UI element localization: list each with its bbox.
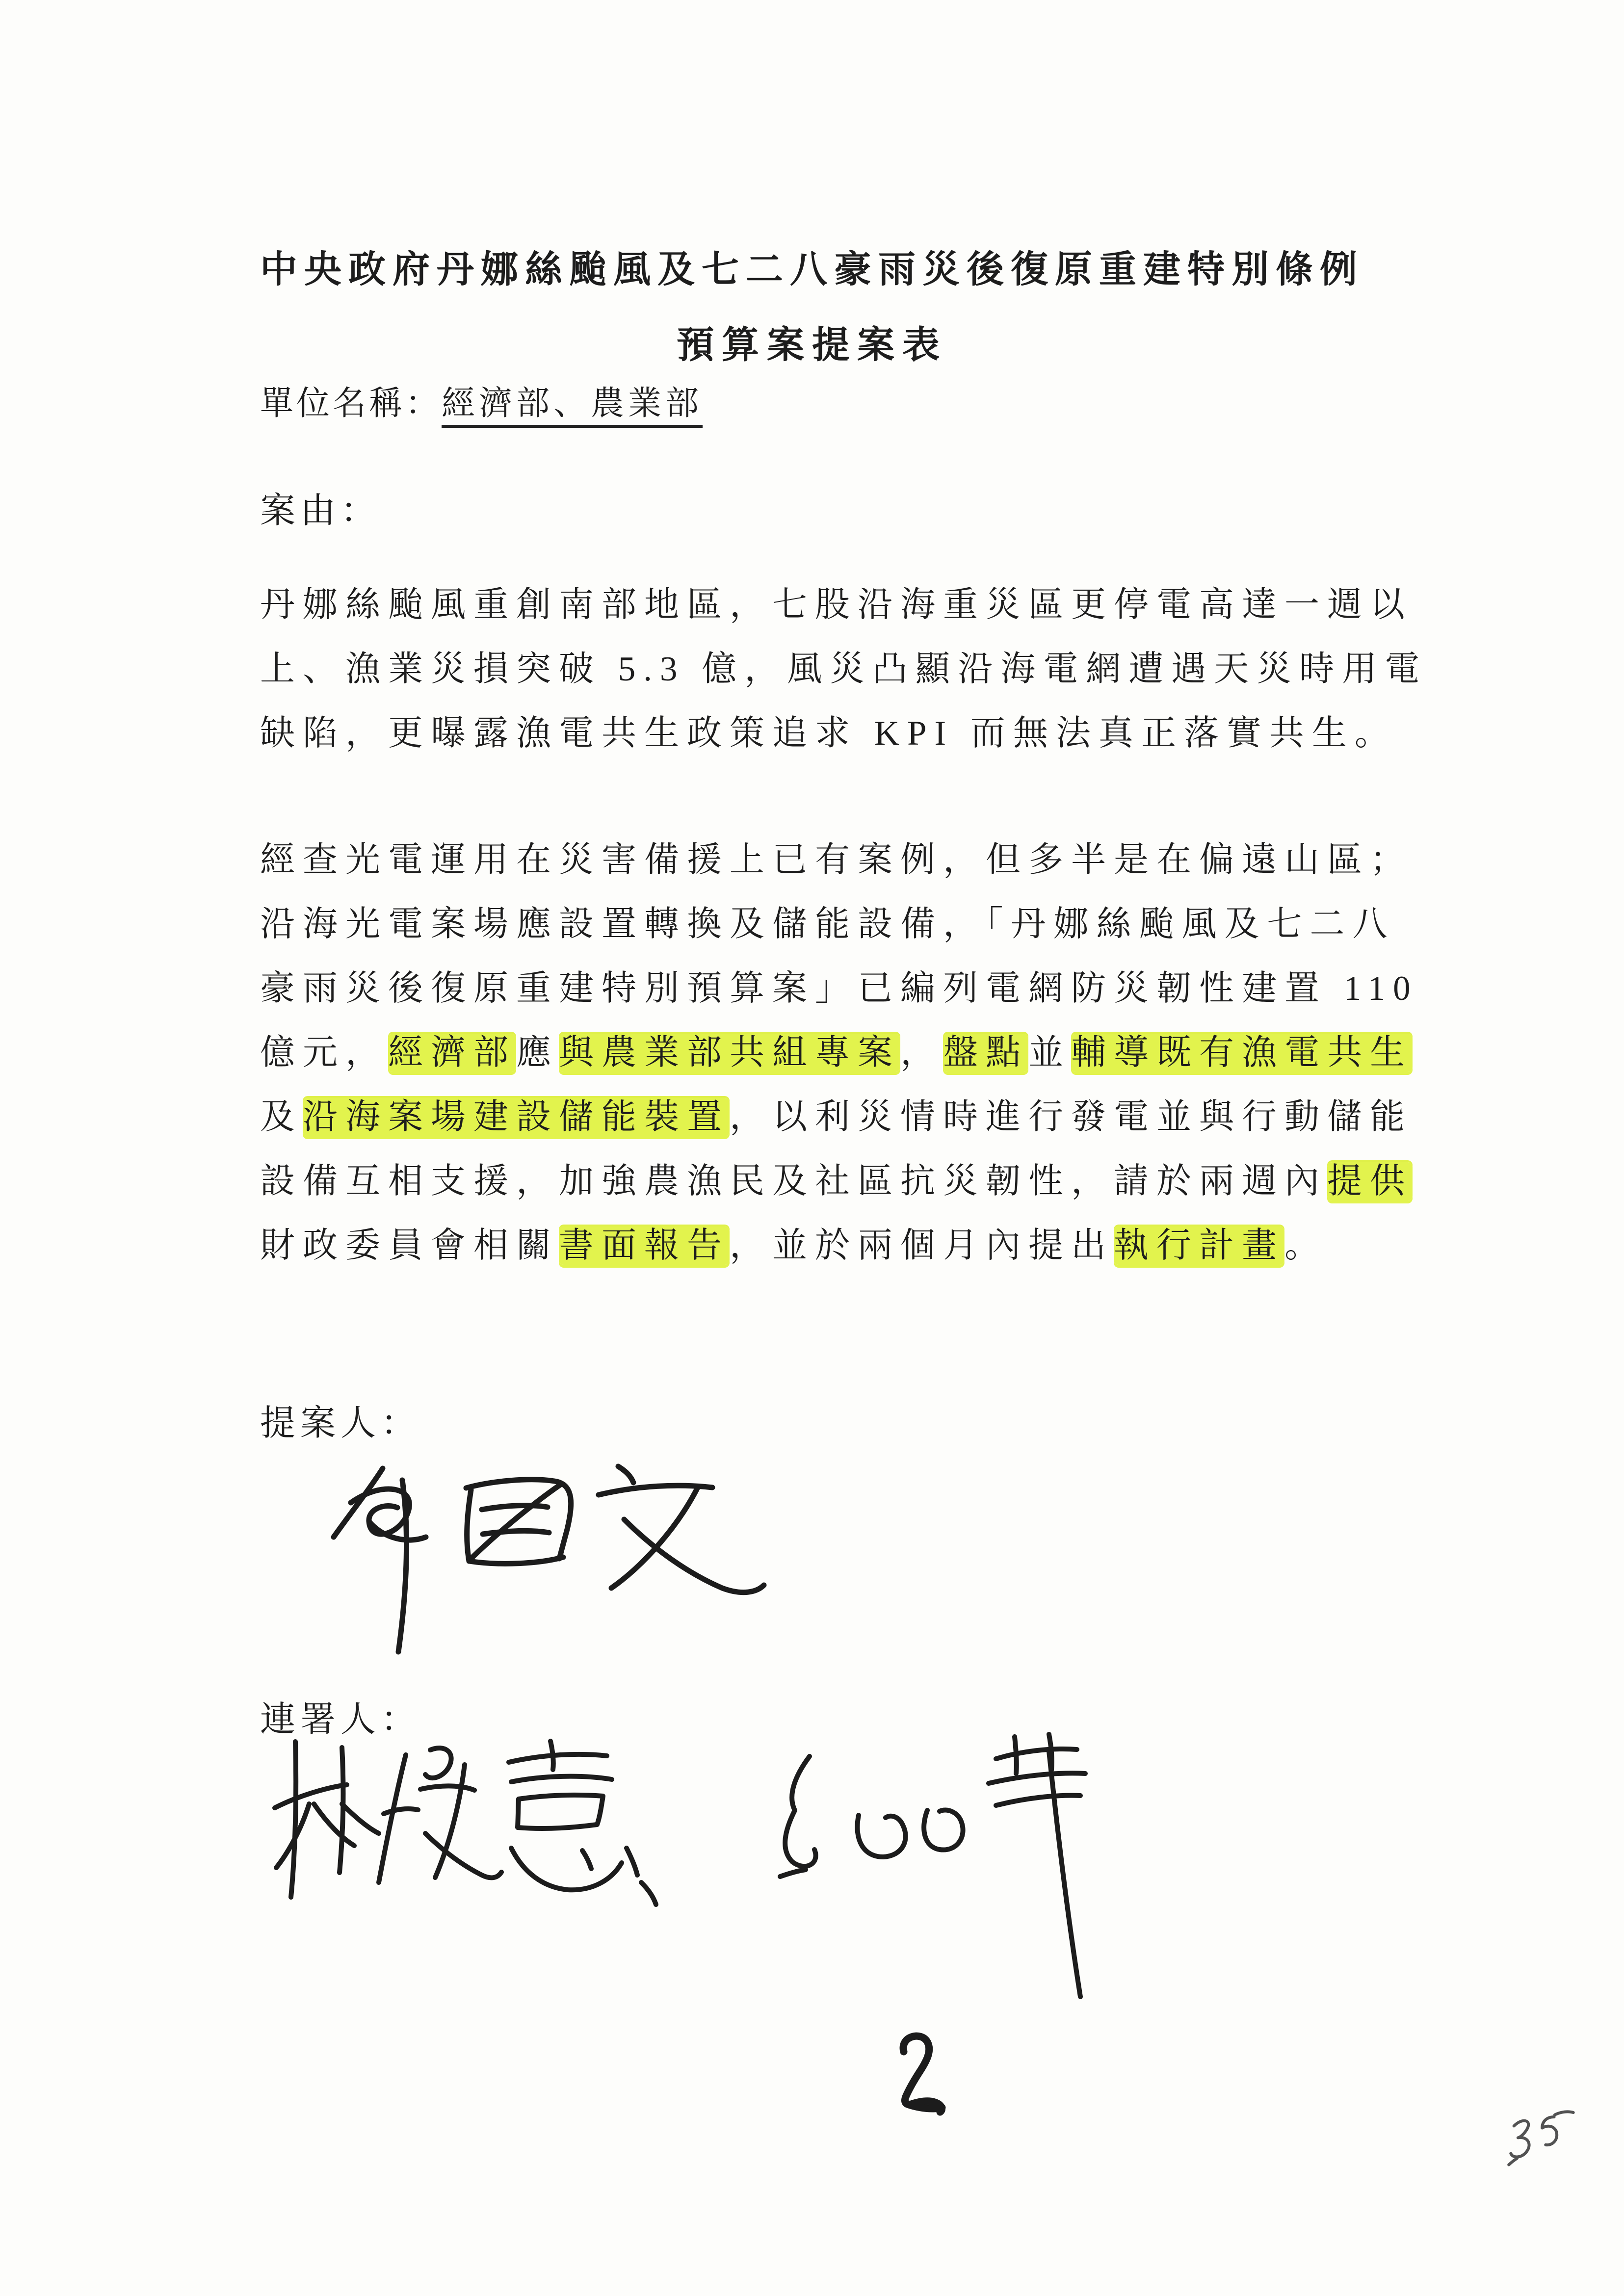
highlighted-text: 書面報告 [559, 1226, 730, 1265]
text-segment: 豪雨災後復原重建特別預算案」已編列電網防災韌性建置 110 [260, 969, 1418, 1008]
text-segment: 沿海光電案場應設置轉換及儲能設備，「丹娜絲颱風及七二八 [260, 905, 1395, 943]
paragraph-2 [260, 828, 1418, 1278]
paragraph-2-line [260, 1149, 1418, 1214]
paragraph-1-line [260, 702, 1418, 766]
highlighted-text: 提供 [1327, 1162, 1413, 1200]
paragraph-2-line [260, 957, 1418, 1021]
unit-name-value: 經濟部、農業部 [442, 385, 703, 428]
cosigner-signature-cursive [760, 1683, 1114, 2007]
highlighted-text: 經濟部 [388, 1034, 517, 1072]
paragraph-1-line [260, 573, 1418, 637]
highlighted-text: 執行計畫 [1114, 1226, 1285, 1265]
text-segment: 經查光電運用在災害備援上已有案例，但多半是在偏遠山區； [260, 841, 1413, 879]
paragraph-2-line [260, 1085, 1418, 1149]
case-subject-label: 案由： [260, 491, 381, 530]
text-segment: 財政委員會相關 [260, 1226, 559, 1265]
highlighted-text: 輔導既有漁電共生 [1071, 1034, 1413, 1072]
text-segment: 應 [516, 1034, 559, 1072]
paragraph-1 [260, 573, 1428, 766]
paragraph-2-line [260, 892, 1418, 957]
paragraph-1-line [260, 637, 1428, 702]
highlighted-text: 沿海案場建設儲能裝置 [303, 1098, 730, 1136]
document-title-line1: 中央政府丹娜絲颱風及七二八豪雨災後復原重建特別條例 [260, 249, 1364, 290]
unit-name-line [260, 377, 703, 424]
text-segment: ， [900, 1034, 943, 1072]
highlighted-text: 盤點 [943, 1034, 1029, 1072]
text-segment: ，並於兩個月內提出 [730, 1226, 1114, 1265]
highlighted-text: 與農業部共組專案 [559, 1034, 901, 1072]
proposer-label: 提案人： [260, 1404, 421, 1443]
text-segment: 及 [260, 1098, 303, 1136]
corner-pencil-note [1493, 2102, 1602, 2187]
paragraph-2-line [260, 828, 1418, 892]
text-segment: 丹娜絲颱風重創南部地區，七股沿海重災區更停電高達一週以 [260, 586, 1413, 624]
text-segment: 。 [1284, 1226, 1328, 1265]
paragraph-2-line [260, 1214, 1418, 1278]
cosigner-label: 連署人： [260, 1700, 421, 1739]
text-segment: 上、漁業災損突破 5.3 億，風災凸顯沿海電網遭遇天災時用電 [260, 650, 1428, 688]
text-segment: 設備互相支援，加強農漁民及社區抗災韌性，請於兩週內 [260, 1162, 1328, 1200]
page-number-glyph [894, 2030, 960, 2118]
proposer-signature-guo-guo-wen [324, 1460, 790, 1661]
text-segment: ，以利災情時進行發電並與行動儲能 [730, 1098, 1413, 1136]
cosigner-signature-lin-jun-xian [267, 1734, 665, 1921]
document-title-line2: 預算案提案表 [677, 325, 947, 366]
text-segment: 缺陷，更曝露漁電共生政策追求 KPI 而無法真正落實共生。 [260, 714, 1397, 753]
text-segment: 並 [1028, 1034, 1072, 1072]
unit-name-label: 單位名稱： [260, 385, 442, 422]
text-segment: 億元， [260, 1034, 389, 1072]
paragraph-2-line [260, 1021, 1418, 1085]
